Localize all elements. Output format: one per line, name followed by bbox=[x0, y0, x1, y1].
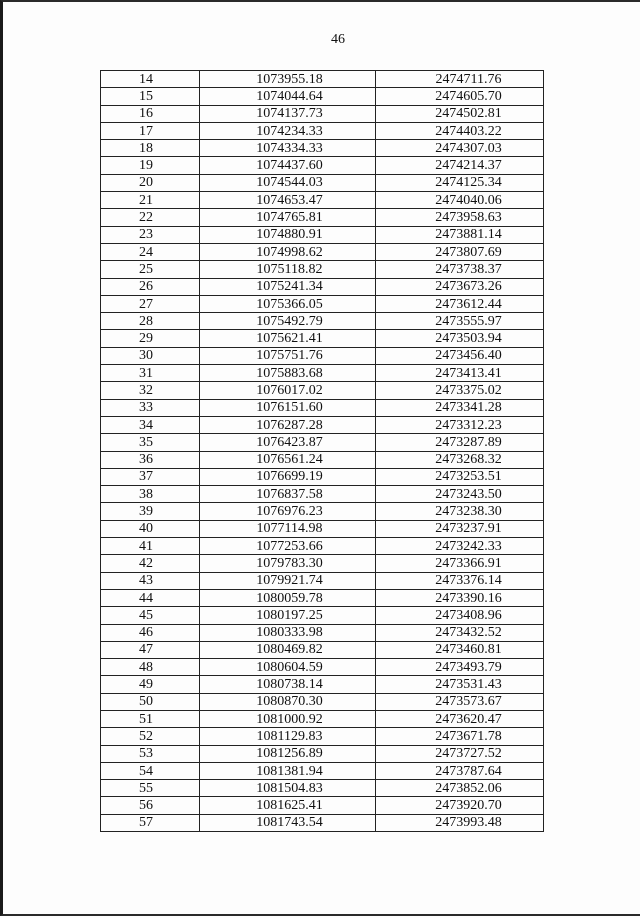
row-number-cell: 43 bbox=[101, 572, 200, 589]
table-row bbox=[101, 780, 544, 797]
x-coordinate-cell: 1074234.33 bbox=[200, 122, 376, 139]
row-number-cell: 55 bbox=[101, 780, 200, 797]
table-row bbox=[101, 261, 544, 278]
row-number-cell: 36 bbox=[101, 451, 200, 468]
table-row bbox=[101, 486, 544, 503]
y-coordinate-cell: 2474125.34 bbox=[376, 174, 544, 191]
row-number-cell: 42 bbox=[101, 555, 200, 572]
table-row bbox=[101, 122, 544, 139]
table-row bbox=[101, 676, 544, 693]
table-row bbox=[101, 520, 544, 537]
y-coordinate-cell: 2473671.78 bbox=[376, 728, 544, 745]
row-number-cell: 44 bbox=[101, 589, 200, 606]
x-coordinate-cell: 1075621.41 bbox=[200, 330, 376, 347]
row-number-cell: 48 bbox=[101, 659, 200, 676]
x-coordinate-cell: 1076837.58 bbox=[200, 486, 376, 503]
row-number-cell: 41 bbox=[101, 538, 200, 555]
y-coordinate-cell: 2473503.94 bbox=[376, 330, 544, 347]
row-number-cell: 27 bbox=[101, 295, 200, 312]
y-coordinate-cell: 2473268.32 bbox=[376, 451, 544, 468]
x-coordinate-cell: 1076151.60 bbox=[200, 399, 376, 416]
table-row bbox=[101, 140, 544, 157]
table-row bbox=[101, 641, 544, 658]
x-coordinate-cell: 1073955.18 bbox=[200, 71, 376, 88]
x-coordinate-cell: 1076287.28 bbox=[200, 416, 376, 433]
y-coordinate-cell: 2473738.37 bbox=[376, 261, 544, 278]
row-number-cell: 22 bbox=[101, 209, 200, 226]
row-number-cell: 46 bbox=[101, 624, 200, 641]
x-coordinate-cell: 1081381.94 bbox=[200, 762, 376, 779]
table-row bbox=[101, 105, 544, 122]
row-number-cell: 54 bbox=[101, 762, 200, 779]
row-number-cell: 15 bbox=[101, 88, 200, 105]
row-number-cell: 30 bbox=[101, 347, 200, 364]
row-number-cell: 14 bbox=[101, 71, 200, 88]
y-coordinate-cell: 2474605.70 bbox=[376, 88, 544, 105]
x-coordinate-cell: 1080604.59 bbox=[200, 659, 376, 676]
y-coordinate-cell: 2473993.48 bbox=[376, 814, 544, 831]
row-number-cell: 38 bbox=[101, 486, 200, 503]
x-coordinate-cell: 1074544.03 bbox=[200, 174, 376, 191]
x-coordinate-cell: 1076976.23 bbox=[200, 503, 376, 520]
table-row bbox=[101, 174, 544, 191]
row-number-cell: 37 bbox=[101, 468, 200, 485]
table-row bbox=[101, 365, 544, 382]
row-number-cell: 18 bbox=[101, 140, 200, 157]
table-row bbox=[101, 157, 544, 174]
x-coordinate-cell: 1075751.76 bbox=[200, 347, 376, 364]
y-coordinate-cell: 2473673.26 bbox=[376, 278, 544, 295]
y-coordinate-cell: 2474711.76 bbox=[376, 71, 544, 88]
x-coordinate-cell: 1081743.54 bbox=[200, 814, 376, 831]
y-coordinate-cell: 2473787.64 bbox=[376, 762, 544, 779]
x-coordinate-cell: 1074437.60 bbox=[200, 157, 376, 174]
table-row bbox=[101, 88, 544, 105]
row-number-cell: 56 bbox=[101, 797, 200, 814]
y-coordinate-cell: 2473237.91 bbox=[376, 520, 544, 537]
y-coordinate-cell: 2473852.06 bbox=[376, 780, 544, 797]
y-coordinate-cell: 2473413.41 bbox=[376, 365, 544, 382]
y-coordinate-cell: 2473432.52 bbox=[376, 624, 544, 641]
y-coordinate-cell: 2473312.23 bbox=[376, 416, 544, 433]
table-row bbox=[101, 468, 544, 485]
x-coordinate-cell: 1075492.79 bbox=[200, 313, 376, 330]
row-number-cell: 47 bbox=[101, 641, 200, 658]
row-number-cell: 24 bbox=[101, 243, 200, 260]
table-row bbox=[101, 209, 544, 226]
page-number: 46 bbox=[331, 32, 345, 47]
x-coordinate-cell: 1076017.02 bbox=[200, 382, 376, 399]
table-row bbox=[101, 192, 544, 209]
y-coordinate-cell: 2473555.97 bbox=[376, 313, 544, 330]
table-row bbox=[101, 451, 544, 468]
x-coordinate-cell: 1081625.41 bbox=[200, 797, 376, 814]
table-row bbox=[101, 555, 544, 572]
x-coordinate-cell: 1080197.25 bbox=[200, 607, 376, 624]
row-number-cell: 16 bbox=[101, 105, 200, 122]
y-coordinate-cell: 2474502.81 bbox=[376, 105, 544, 122]
y-coordinate-cell: 2473242.33 bbox=[376, 538, 544, 555]
table-row bbox=[101, 278, 544, 295]
row-number-cell: 35 bbox=[101, 434, 200, 451]
table-row bbox=[101, 503, 544, 520]
table-row bbox=[101, 330, 544, 347]
y-coordinate-cell: 2473460.81 bbox=[376, 641, 544, 658]
x-coordinate-cell: 1074137.73 bbox=[200, 105, 376, 122]
table-row bbox=[101, 313, 544, 330]
row-number-cell: 26 bbox=[101, 278, 200, 295]
table-row bbox=[101, 243, 544, 260]
y-coordinate-cell: 2473375.02 bbox=[376, 382, 544, 399]
row-number-cell: 57 bbox=[101, 814, 200, 831]
row-number-cell: 52 bbox=[101, 728, 200, 745]
table-row bbox=[101, 607, 544, 624]
row-number-cell: 19 bbox=[101, 157, 200, 174]
y-coordinate-cell: 2473408.96 bbox=[376, 607, 544, 624]
y-coordinate-cell: 2473807.69 bbox=[376, 243, 544, 260]
x-coordinate-cell: 1074653.47 bbox=[200, 192, 376, 209]
y-coordinate-cell: 2473881.14 bbox=[376, 226, 544, 243]
x-coordinate-cell: 1075366.05 bbox=[200, 295, 376, 312]
table-row bbox=[101, 538, 544, 555]
row-number-cell: 23 bbox=[101, 226, 200, 243]
table-row bbox=[101, 814, 544, 831]
x-coordinate-cell: 1080469.82 bbox=[200, 641, 376, 658]
row-number-cell: 40 bbox=[101, 520, 200, 537]
x-coordinate-cell: 1080059.78 bbox=[200, 589, 376, 606]
table-row bbox=[101, 589, 544, 606]
table-row bbox=[101, 797, 544, 814]
x-coordinate-cell: 1079783.30 bbox=[200, 555, 376, 572]
row-number-cell: 50 bbox=[101, 693, 200, 710]
x-coordinate-cell: 1074998.62 bbox=[200, 243, 376, 260]
y-coordinate-cell: 2473573.67 bbox=[376, 693, 544, 710]
row-number-cell: 25 bbox=[101, 261, 200, 278]
x-coordinate-cell: 1074765.81 bbox=[200, 209, 376, 226]
y-coordinate-cell: 2473390.16 bbox=[376, 589, 544, 606]
table-row bbox=[101, 572, 544, 589]
row-number-cell: 31 bbox=[101, 365, 200, 382]
row-number-cell: 34 bbox=[101, 416, 200, 433]
y-coordinate-cell: 2474214.37 bbox=[376, 157, 544, 174]
table-row bbox=[101, 71, 544, 88]
y-coordinate-cell: 2473253.51 bbox=[376, 468, 544, 485]
row-number-cell: 53 bbox=[101, 745, 200, 762]
x-coordinate-cell: 1080870.30 bbox=[200, 693, 376, 710]
row-number-cell: 32 bbox=[101, 382, 200, 399]
x-coordinate-cell: 1081256.89 bbox=[200, 745, 376, 762]
x-coordinate-cell: 1075118.82 bbox=[200, 261, 376, 278]
y-coordinate-cell: 2473376.14 bbox=[376, 572, 544, 589]
table-row bbox=[101, 728, 544, 745]
y-coordinate-cell: 2473287.89 bbox=[376, 434, 544, 451]
coordinates-table bbox=[100, 70, 544, 832]
y-coordinate-cell: 2474040.06 bbox=[376, 192, 544, 209]
y-coordinate-cell: 2473366.91 bbox=[376, 555, 544, 572]
table-row bbox=[101, 416, 544, 433]
row-number-cell: 45 bbox=[101, 607, 200, 624]
x-coordinate-cell: 1075883.68 bbox=[200, 365, 376, 382]
y-coordinate-cell: 2473620.47 bbox=[376, 710, 544, 727]
table-row bbox=[101, 624, 544, 641]
y-coordinate-cell: 2473612.44 bbox=[376, 295, 544, 312]
x-coordinate-cell: 1080333.98 bbox=[200, 624, 376, 641]
table-row bbox=[101, 745, 544, 762]
x-coordinate-cell: 1081129.83 bbox=[200, 728, 376, 745]
row-number-cell: 33 bbox=[101, 399, 200, 416]
x-coordinate-cell: 1076561.24 bbox=[200, 451, 376, 468]
table-row bbox=[101, 399, 544, 416]
y-coordinate-cell: 2473531.43 bbox=[376, 676, 544, 693]
x-coordinate-cell: 1077114.98 bbox=[200, 520, 376, 537]
y-coordinate-cell: 2473238.30 bbox=[376, 503, 544, 520]
y-coordinate-cell: 2473456.40 bbox=[376, 347, 544, 364]
x-coordinate-cell: 1081000.92 bbox=[200, 710, 376, 727]
table-body bbox=[101, 71, 544, 832]
row-number-cell: 17 bbox=[101, 122, 200, 139]
row-number-cell: 51 bbox=[101, 710, 200, 727]
table-row bbox=[101, 659, 544, 676]
table-row bbox=[101, 693, 544, 710]
x-coordinate-cell: 1077253.66 bbox=[200, 538, 376, 555]
table-row bbox=[101, 434, 544, 451]
row-number-cell: 29 bbox=[101, 330, 200, 347]
table-row bbox=[101, 382, 544, 399]
row-number-cell: 21 bbox=[101, 192, 200, 209]
y-coordinate-cell: 2473341.28 bbox=[376, 399, 544, 416]
table-row bbox=[101, 710, 544, 727]
table-row bbox=[101, 226, 544, 243]
y-coordinate-cell: 2473727.52 bbox=[376, 745, 544, 762]
x-coordinate-cell: 1076699.19 bbox=[200, 468, 376, 485]
table-row bbox=[101, 347, 544, 364]
table-row bbox=[101, 762, 544, 779]
y-coordinate-cell: 2473243.50 bbox=[376, 486, 544, 503]
y-coordinate-cell: 2474403.22 bbox=[376, 122, 544, 139]
y-coordinate-cell: 2473493.79 bbox=[376, 659, 544, 676]
y-coordinate-cell: 2474307.03 bbox=[376, 140, 544, 157]
table-row bbox=[101, 295, 544, 312]
x-coordinate-cell: 1079921.74 bbox=[200, 572, 376, 589]
row-number-cell: 20 bbox=[101, 174, 200, 191]
y-coordinate-cell: 2473958.63 bbox=[376, 209, 544, 226]
row-number-cell: 49 bbox=[101, 676, 200, 693]
y-coordinate-cell: 2473920.70 bbox=[376, 797, 544, 814]
x-coordinate-cell: 1076423.87 bbox=[200, 434, 376, 451]
x-coordinate-cell: 1075241.34 bbox=[200, 278, 376, 295]
x-coordinate-cell: 1074334.33 bbox=[200, 140, 376, 157]
row-number-cell: 39 bbox=[101, 503, 200, 520]
x-coordinate-cell: 1074880.91 bbox=[200, 226, 376, 243]
x-coordinate-cell: 1081504.83 bbox=[200, 780, 376, 797]
row-number-cell: 28 bbox=[101, 313, 200, 330]
x-coordinate-cell: 1074044.64 bbox=[200, 88, 376, 105]
x-coordinate-cell: 1080738.14 bbox=[200, 676, 376, 693]
